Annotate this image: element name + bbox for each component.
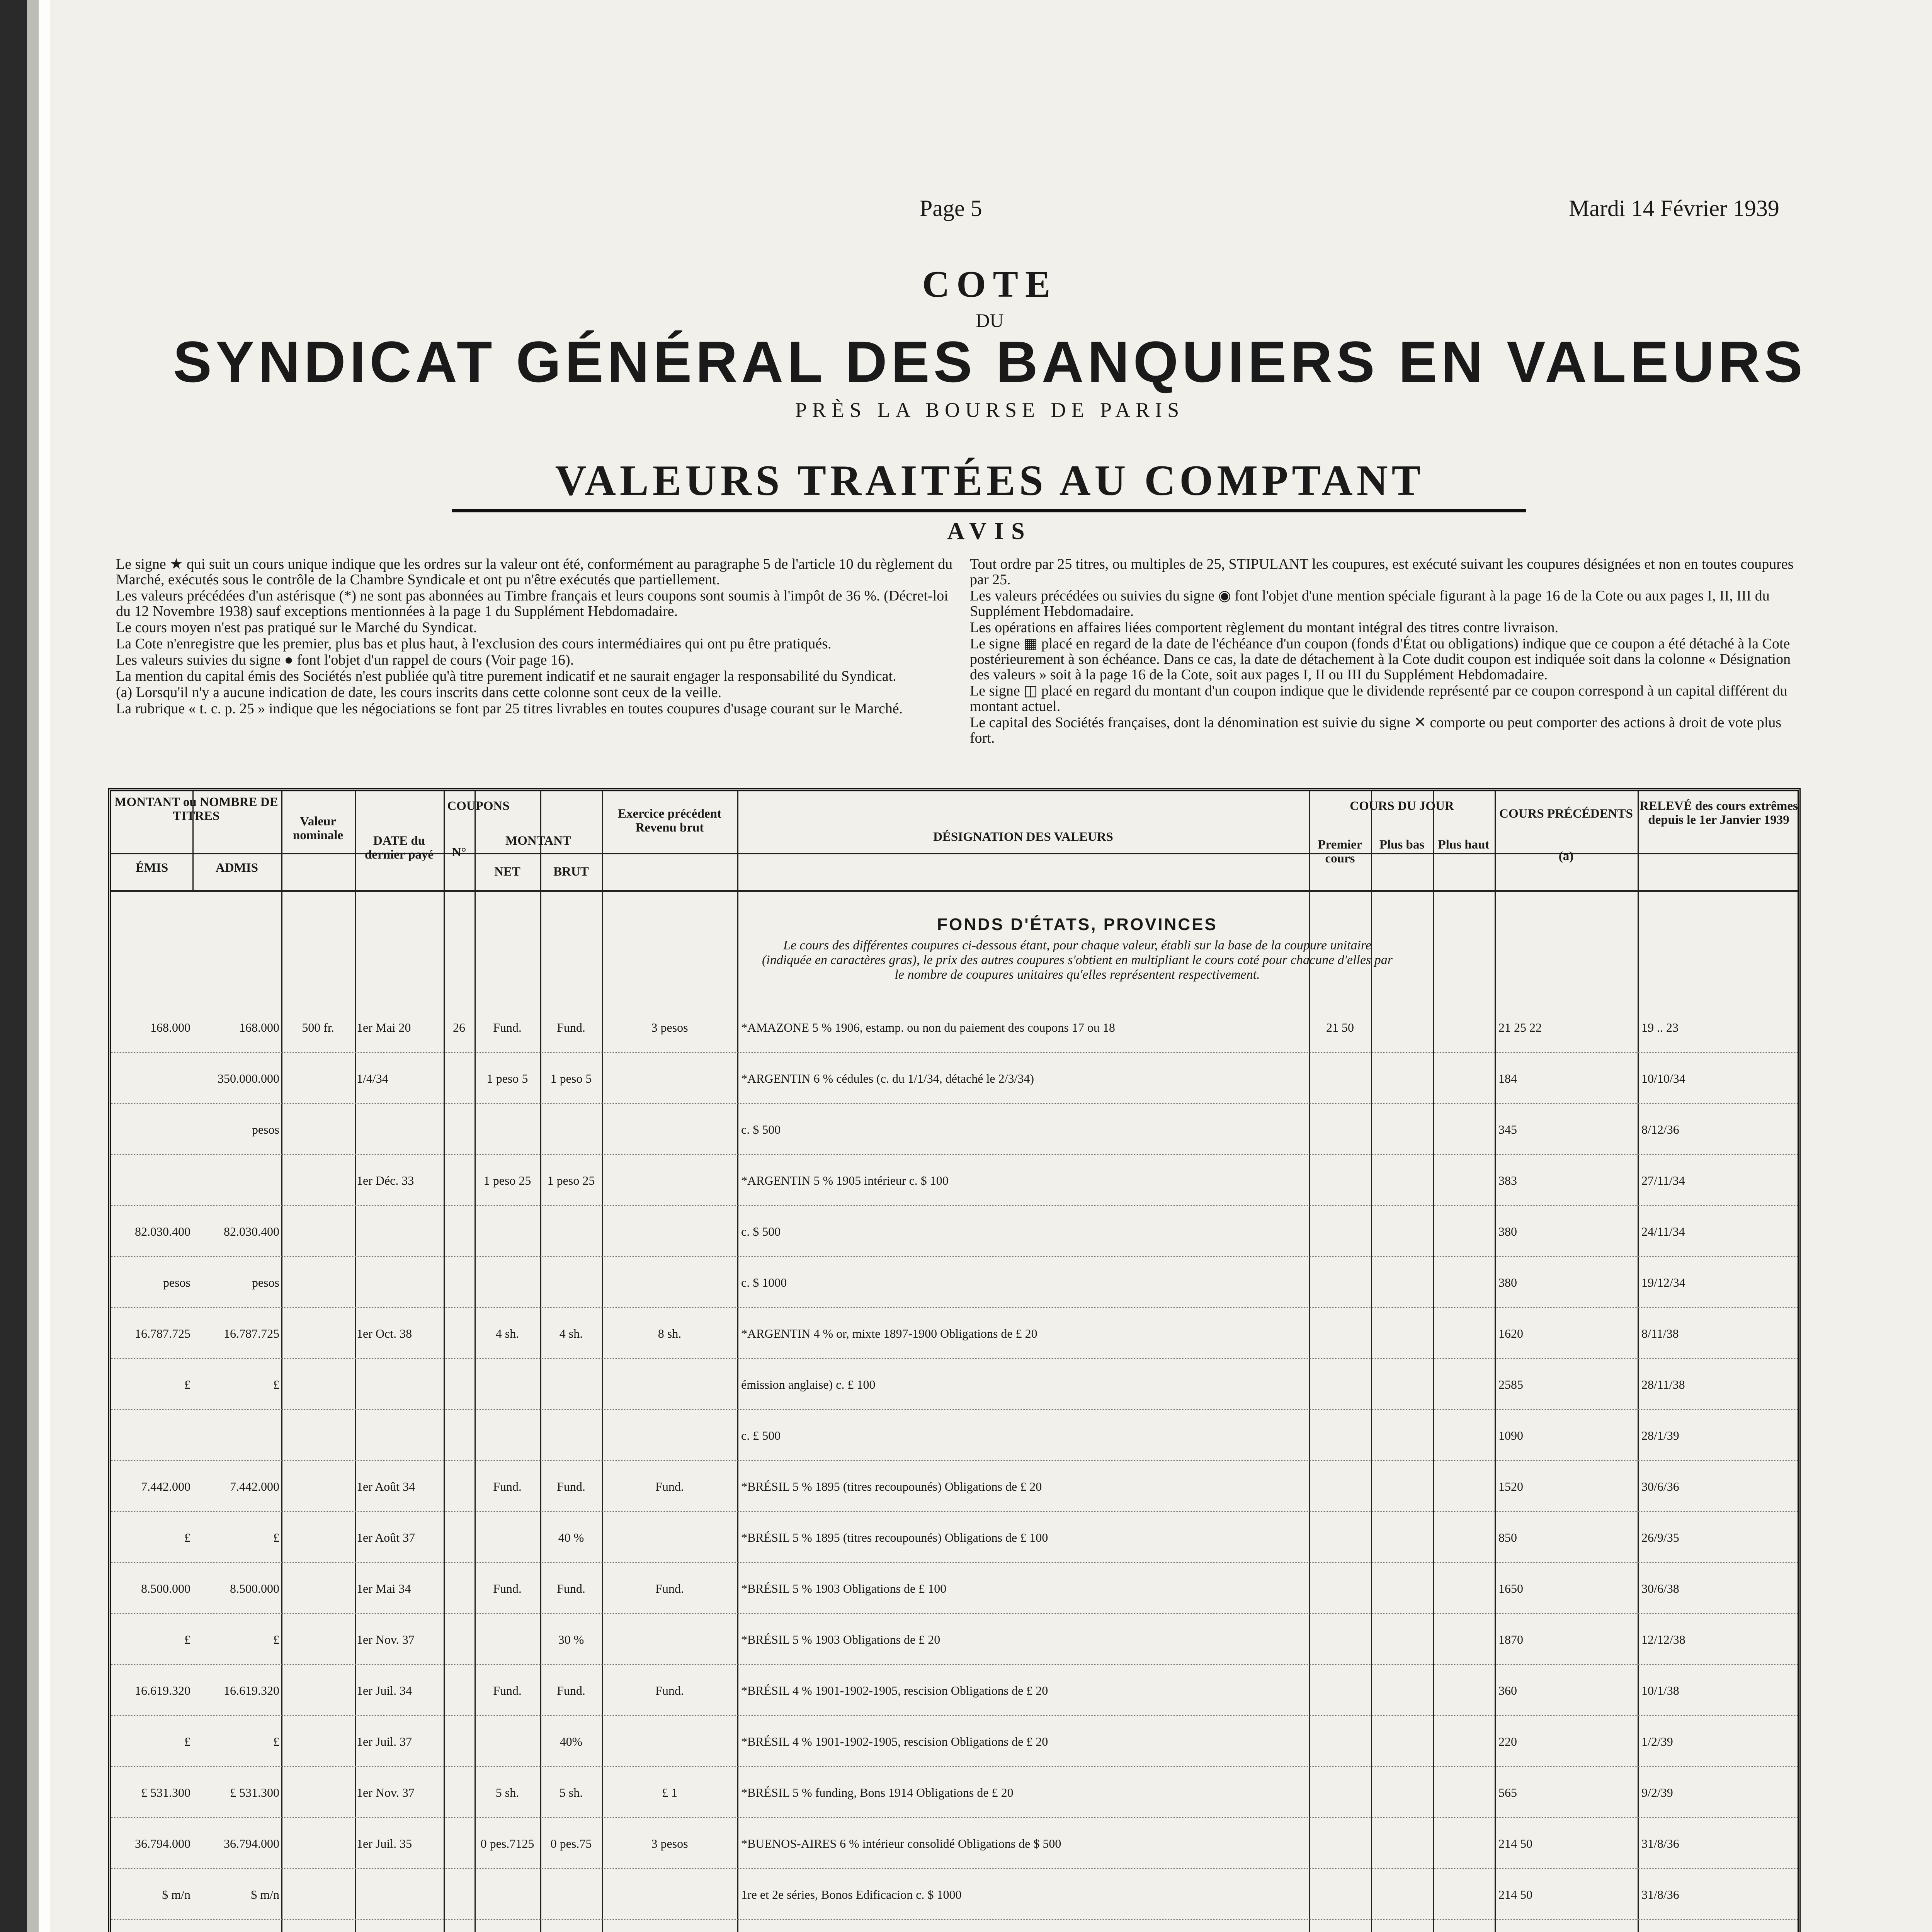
- cell-rel: 24/11/34: [1641, 1225, 1685, 1238]
- cell-date: 1er Déc. 33: [357, 1173, 414, 1187]
- table-row: [111, 1884, 1798, 1905]
- cell-prec: 214 50: [1498, 1888, 1532, 1901]
- th-montant: MONTANT ou NOMBRE DE TITRES: [114, 795, 278, 823]
- cell-admis: 350.000.000: [218, 1071, 279, 1085]
- dotted-leader: [111, 1307, 1798, 1310]
- dotted-leader: [111, 1460, 1798, 1463]
- th-date: DATE du dernier payé: [364, 834, 434, 862]
- cell-date: 1er Nov. 37: [357, 1786, 415, 1799]
- col-sep: [444, 791, 445, 1932]
- cell-prec: 1620: [1498, 1327, 1523, 1340]
- cell-rel: 30/6/38: [1641, 1582, 1679, 1595]
- dotted-leader: [111, 1358, 1798, 1361]
- cell-des: *ARGENTIN 5 % 1905 intérieur c. $ 100: [741, 1173, 949, 1187]
- cell-prec: 214 50: [1498, 1837, 1532, 1850]
- dotted-leader: [111, 1817, 1798, 1820]
- cell-rel: 12/12/38: [1641, 1633, 1685, 1646]
- cell-admis: pesos: [252, 1276, 279, 1289]
- cell-emis: 36.794.000: [135, 1837, 190, 1850]
- cell-net: Fund.: [493, 1480, 522, 1493]
- cell-emis: 16.619.320: [135, 1684, 190, 1697]
- col-sep: [281, 791, 282, 1932]
- dotted-leader: [111, 1715, 1798, 1718]
- cell-emis: 8.500.000: [141, 1582, 190, 1595]
- table-row: [111, 1578, 1798, 1599]
- table-row: [111, 1833, 1798, 1854]
- cell-brut: 0 pes.75: [550, 1837, 592, 1850]
- cell-emis: 168.000: [150, 1020, 190, 1034]
- cell-rev: 3 pesos: [651, 1020, 688, 1034]
- cell-admis: 16.619.320: [224, 1684, 279, 1697]
- cell-prec: 1090: [1498, 1429, 1523, 1442]
- cell-admis: 7.442.000: [230, 1480, 279, 1493]
- cell-admis: £: [273, 1735, 279, 1748]
- col-sep: [1495, 791, 1496, 1932]
- col-sep: [1433, 791, 1434, 1932]
- cell-des: *BRÉSIL 5 % 1895 (titres recoupounés) Obligations de £ 100: [741, 1531, 1048, 1544]
- th-valeur: Valeur nominale: [293, 815, 344, 842]
- avis-left-column: [116, 556, 958, 717]
- section-title: VALEURS TRAITÉES AU COMPTANT: [555, 457, 1425, 505]
- cell-brut: 30 %: [558, 1633, 584, 1646]
- cell-des: *BUENOS-AIRES 6 % intérieur consolidé Obligations de $ 500: [741, 1837, 1061, 1850]
- cell-val: 500 fr.: [302, 1020, 334, 1034]
- cell-brut: Fund.: [557, 1684, 585, 1697]
- dotted-leader: [111, 1868, 1798, 1871]
- cell-date: 1er Août 37: [357, 1531, 415, 1544]
- cell-admis: $ m/n: [251, 1888, 279, 1901]
- col-sep: [737, 791, 738, 1932]
- cell-prec: 565: [1498, 1786, 1517, 1799]
- avis-paragraph: Les valeurs précédées ou suivies du signe ◉ font l'objet d'une mention spéciale figurant à la page 16 de la Cote ou aux pages I, II, III du Supplément Hebdomadaire.: [970, 588, 1770, 619]
- cell-des: émission anglaise) c. £ 100: [741, 1378, 876, 1391]
- cell-brut: 5 sh.: [559, 1786, 583, 1799]
- cell-des: *ARGENTIN 6 % cédules (c. du 1/1/34, détaché le 2/3/34): [741, 1071, 1034, 1085]
- cell-prec: 1520: [1498, 1480, 1523, 1493]
- th-plus-haut: Plus haut: [1438, 838, 1490, 852]
- cell-admis: 16.787.725: [224, 1327, 279, 1340]
- cell-des: 1re et 2e séries, Bonos Edificacion c. $ 1000: [741, 1888, 962, 1901]
- cell-brut: Fund.: [557, 1582, 585, 1595]
- cell-date: 1er Juil. 35: [357, 1837, 412, 1850]
- cell-prem: 21 50: [1326, 1020, 1354, 1034]
- cell-rev: 8 sh.: [658, 1327, 682, 1340]
- avis-paragraph: Le signe ◫ placé en regard du montant d'un coupon indique que le dividende représenté par ce coupon correspond à un capital différent du montant actuel.: [970, 683, 1787, 714]
- table-row: [111, 1170, 1798, 1190]
- th-exercice: Exercice précédent Revenu brut: [618, 807, 721, 835]
- cell-rel: 10/10/34: [1641, 1071, 1685, 1085]
- cell-brut: 1 peso 25: [547, 1173, 595, 1187]
- section-note: Le cours des différentes coupures ci-dessous étant, pour chaque valeur, établi sur la base de la coupure unitaire (indiquée en caractères gras), le prix des autres coupures s'obtient en multipliant le cours coté pour chacune d'elles par le nombre de coupures unitaires qu'elles représentent respectivement.: [762, 938, 1393, 982]
- cell-rel: 19/12/34: [1641, 1276, 1685, 1289]
- cell-date: 1er Mai 34: [357, 1582, 411, 1595]
- cell-admis: £: [273, 1378, 279, 1391]
- cell-admis: 168.000: [239, 1020, 279, 1034]
- col-sep: [474, 791, 476, 1932]
- cell-des: *BRÉSIL 4 % 1901-1902-1905, rescision Obligations de £ 20: [741, 1735, 1048, 1748]
- cell-admis: pesos: [252, 1122, 279, 1136]
- cell-net: 1 peso 25: [483, 1173, 531, 1187]
- cell-admis: 8.500.000: [230, 1582, 279, 1595]
- title-du: DU: [976, 310, 1004, 331]
- avis-paragraph: Les valeurs suivies du signe ● font l'objet d'un rappel de cours (Voir page 16).: [116, 652, 574, 668]
- cell-rel: 31/8/36: [1641, 1837, 1679, 1850]
- title-pres-bourse: PRÈS LA BOURSE DE PARIS: [795, 398, 1185, 422]
- cell-brut: Fund.: [557, 1020, 585, 1034]
- cell-rel: 1/2/39: [1641, 1735, 1673, 1748]
- table-row: [111, 1527, 1798, 1548]
- cell-emis: £: [184, 1378, 190, 1391]
- cell-emis: £: [184, 1633, 190, 1646]
- dotted-leader: [111, 1154, 1798, 1157]
- table-row: [111, 1323, 1798, 1344]
- cell-prec: 21 25 22: [1498, 1020, 1542, 1034]
- th-numero: N°: [452, 845, 466, 859]
- cell-brut: 4 sh.: [559, 1327, 583, 1340]
- table-row: [111, 1017, 1798, 1037]
- section-heading: FONDS D'ÉTATS, PROVINCES: [937, 915, 1218, 934]
- th-a: (a): [1558, 849, 1574, 863]
- avis-paragraph: Le capital des Sociétés françaises, dont la dénomination est suivie du signe ✕ comporte ou peut comporter des actions à droit de vote plus fort.: [970, 714, 1782, 746]
- cell-net: Fund.: [493, 1020, 522, 1034]
- cell-rel: 31/8/36: [1641, 1888, 1679, 1901]
- table-row: [111, 1272, 1798, 1293]
- cell-date: 1er Oct. 38: [357, 1327, 412, 1340]
- avis-paragraph: La mention du capital émis des Sociétés n'est publiée qu'à titre purement indicatif et ne saurait engager la responsabilité du Syndicat.: [116, 668, 896, 684]
- th-plus-bas: Plus bas: [1379, 838, 1425, 852]
- th-admis: ADMIS: [215, 861, 258, 875]
- avis-paragraph: Les opérations en affaires liées comportent règlement du montant intégral des titres contre livraison.: [970, 619, 1559, 636]
- cell-brut: 40 %: [558, 1531, 584, 1544]
- th-cours-precedents: COURS PRÉCÉDENTS: [1499, 807, 1633, 821]
- title-syndicat: SYNDICAT GÉNÉRAL DES BANQUIERS EN VALEURS: [173, 329, 1807, 394]
- table-row: [111, 1221, 1798, 1242]
- cell-rel: 30/6/36: [1641, 1480, 1679, 1493]
- cell-prec: 380: [1498, 1276, 1517, 1289]
- th-emis: ÉMIS: [135, 861, 168, 875]
- cell-net: 1 peso 5: [486, 1071, 528, 1085]
- table-row: [111, 1731, 1798, 1752]
- cell-net: 0 pes.7125: [480, 1837, 534, 1850]
- page-date: Mardi 14 Février 1939: [1569, 196, 1779, 221]
- page-number: Page 5: [920, 196, 982, 221]
- header-bottom-rule: [111, 890, 1798, 892]
- cell-rev: £ 1: [662, 1786, 677, 1799]
- cell-rel: 27/11/34: [1641, 1173, 1685, 1187]
- cell-des: *BRÉSIL 5 % funding, Bons 1914 Obligations de £ 20: [741, 1786, 1014, 1799]
- cell-des: *BRÉSIL 5 % 1895 (titres recoupounés) Obligations de £ 20: [741, 1480, 1042, 1493]
- cell-rel: 10/1/38: [1641, 1684, 1679, 1697]
- col-sep: [540, 791, 541, 1932]
- cell-rel: 8/12/36: [1641, 1122, 1679, 1136]
- quotation-table: [108, 788, 1801, 1932]
- cell-rel: 9/2/39: [1641, 1786, 1673, 1799]
- cell-admis: £: [273, 1531, 279, 1544]
- cell-prec: 850: [1498, 1531, 1517, 1544]
- cell-net: Fund.: [493, 1684, 522, 1697]
- cell-date: 1er Août 34: [357, 1480, 415, 1493]
- cell-admis: 82.030.400: [224, 1225, 279, 1238]
- cell-emis: £ 531.300: [141, 1786, 190, 1799]
- col-sep: [355, 791, 356, 1932]
- cell-prec: 383: [1498, 1173, 1517, 1187]
- cell-prec: 1870: [1498, 1633, 1523, 1646]
- dotted-leader: [111, 1511, 1798, 1514]
- cell-net: Fund.: [493, 1582, 522, 1595]
- avis-paragraph: La rubrique « t. c. p. 25 » indique que les négociations se font par 25 titres livrables en toutes coupures d'usage courant sur le Marché.: [116, 701, 903, 717]
- cell-date: 1/4/34: [357, 1071, 388, 1085]
- cell-rel: 28/11/38: [1641, 1378, 1685, 1391]
- cell-des: *BRÉSIL 4 % 1901-1902-1905, rescision Obligations de £ 20: [741, 1684, 1048, 1697]
- cell-admis: £: [273, 1633, 279, 1646]
- cell-net: 5 sh.: [495, 1786, 519, 1799]
- avis-heading: AVIS: [947, 518, 1032, 544]
- avis-paragraph: Le cours moyen n'est pas pratiqué sur le Marché du Syndicat.: [116, 619, 477, 636]
- table-row: [111, 1425, 1798, 1446]
- cell-emis: 7.442.000: [141, 1480, 190, 1493]
- dotted-leader: [111, 1613, 1798, 1616]
- cell-rel: 19 .. 23: [1641, 1020, 1679, 1034]
- avis-paragraph: Tout ordre par 25 titres, ou multiples de 25, STIPULANT les coupures, est exécuté suivant les coupures désignées et non en toutes coupures par 25.: [970, 556, 1794, 588]
- title-rule: [452, 509, 1526, 512]
- avis-paragraph: Le signe ★ qui suit un cours unique indique que les ordres sur la valeur ont été, conformément au paragraphe 5 de l'article 10 du règlement du Marché, exécutés sous le contrôle de la Chambre Syndicale et ont pu n'être exécutés que partiellement.: [116, 556, 953, 588]
- dotted-leader: [111, 1562, 1798, 1565]
- table-row: [111, 1068, 1798, 1088]
- cell-emis: £: [184, 1531, 190, 1544]
- cell-prec: 380: [1498, 1225, 1517, 1238]
- cell-prec: 220: [1498, 1735, 1517, 1748]
- cell-des: *BRÉSIL 5 % 1903 Obligations de £ 20: [741, 1633, 940, 1646]
- cell-date: 1er Juil. 37: [357, 1735, 412, 1748]
- cell-prec: 2585: [1498, 1378, 1523, 1391]
- th-releve: RELEVÉ des cours extrêmes depuis le 1er Janvier 1939: [1639, 799, 1798, 827]
- table-row: [111, 1782, 1798, 1803]
- table-row: [111, 1680, 1798, 1701]
- cell-des: c. $ 500: [741, 1122, 781, 1136]
- col-sep: [602, 791, 603, 1932]
- cell-prec: 184: [1498, 1071, 1517, 1085]
- dotted-leader: [111, 1766, 1798, 1769]
- cell-rel: 28/1/39: [1641, 1429, 1679, 1442]
- cell-rel: 8/11/38: [1641, 1327, 1679, 1340]
- cell-brut: Fund.: [557, 1480, 585, 1493]
- cell-emis: $ m/n: [162, 1888, 190, 1901]
- cell-admis: £ 531.300: [230, 1786, 279, 1799]
- table-row: [111, 1629, 1798, 1650]
- cell-des: c. $ 500: [741, 1225, 781, 1238]
- dotted-leader: [111, 1664, 1798, 1667]
- cell-des: *AMAZONE 5 % 1906, estamp. ou non du paiement des coupons 17 ou 18: [741, 1020, 1115, 1034]
- cell-date: 1er Mai 20: [357, 1020, 411, 1034]
- cell-emis: pesos: [163, 1276, 190, 1289]
- cell-emis: 82.030.400: [135, 1225, 190, 1238]
- avis-paragraph: (a) Lorsqu'il n'y a aucune indication de date, les cours inscrits dans cette colonne sont ceux de la veille.: [116, 684, 721, 701]
- title-cote: COTE: [922, 264, 1058, 305]
- cell-date: 1er Juil. 34: [357, 1684, 412, 1697]
- cell-des: *ARGENTIN 4 % or, mixte 1897-1900 Obligations de £ 20: [741, 1327, 1037, 1340]
- th-cours-jour: COURS DU JOUR: [1350, 799, 1454, 813]
- avis-paragraph: Les valeurs précédées d'un astérisque (*) ne sont pas abonnées au Timbre français et leurs coupons sont soumis à l'impôt de 36 %. (Décret-loi du 12 Novembre 1938) sauf exceptions mentionnées à la page 1 du Supplément Hebdomadaire.: [116, 588, 948, 619]
- cell-date: 1er Nov. 37: [357, 1633, 415, 1646]
- th-coupons: COUPONS: [447, 799, 510, 813]
- cell-admis: 36.794.000: [224, 1837, 279, 1850]
- cell-emis: 16.787.725: [135, 1327, 190, 1340]
- dotted-leader: [111, 1052, 1798, 1055]
- cell-n: 26: [453, 1020, 465, 1034]
- cell-des: c. $ 1000: [741, 1276, 787, 1289]
- cell-net: 4 sh.: [495, 1327, 519, 1340]
- th-net: NET: [494, 865, 520, 879]
- avis-paragraph: La Cote n'enregistre que les premier, plus bas et plus haut, à l'exclusion des cours intermédiaires qui ont pu être pratiqués.: [116, 636, 832, 652]
- cell-rel: 26/9/35: [1641, 1531, 1679, 1544]
- dotted-leader: [111, 1409, 1798, 1412]
- th-brut: BRUT: [553, 865, 589, 879]
- cell-brut: 40%: [560, 1735, 583, 1748]
- dotted-leader: [111, 1205, 1798, 1208]
- cell-des: *BRÉSIL 5 % 1903 Obligations de £ 100: [741, 1582, 947, 1595]
- dotted-leader: [111, 1256, 1798, 1259]
- dotted-leader: [111, 1103, 1798, 1106]
- cell-prec: 345: [1498, 1122, 1517, 1136]
- th-premier: Premier cours: [1318, 838, 1362, 866]
- dotted-leader: [111, 1919, 1798, 1922]
- cell-brut: 1 peso 5: [550, 1071, 592, 1085]
- cell-rev: 3 pesos: [651, 1837, 688, 1850]
- col-sep: [1638, 791, 1639, 1932]
- table-row: [111, 1119, 1798, 1139]
- th-montant-coupon: MONTANT: [505, 834, 571, 848]
- cell-rev: Fund.: [655, 1480, 684, 1493]
- cell-prec: 360: [1498, 1684, 1517, 1697]
- th-designation: DÉSIGNATION DES VALEURS: [933, 830, 1113, 844]
- table-row: [111, 1476, 1798, 1497]
- avis-paragraph: Le signe ▦ placé en regard de la date de l'échéance d'un coupon (fonds d'État ou obligations) indique que ce coupon a été détaché à la Cote postérieurement à son échéance. Dans ce cas, la date de détachement à la Cote dudit coupon est indiquée soit dans la colonne « Désignation des valeurs » soit à la page 16 de la Cote, soit aux pages I, II ou III du Supplément Hebdomadaire.: [970, 636, 1791, 683]
- cell-rev: Fund.: [655, 1684, 684, 1697]
- cell-prec: 1650: [1498, 1582, 1523, 1595]
- table-row: [111, 1374, 1798, 1395]
- avis-right-column: [970, 556, 1801, 747]
- cell-emis: £: [184, 1735, 190, 1748]
- cell-rev: Fund.: [655, 1582, 684, 1595]
- cell-des: c. £ 500: [741, 1429, 781, 1442]
